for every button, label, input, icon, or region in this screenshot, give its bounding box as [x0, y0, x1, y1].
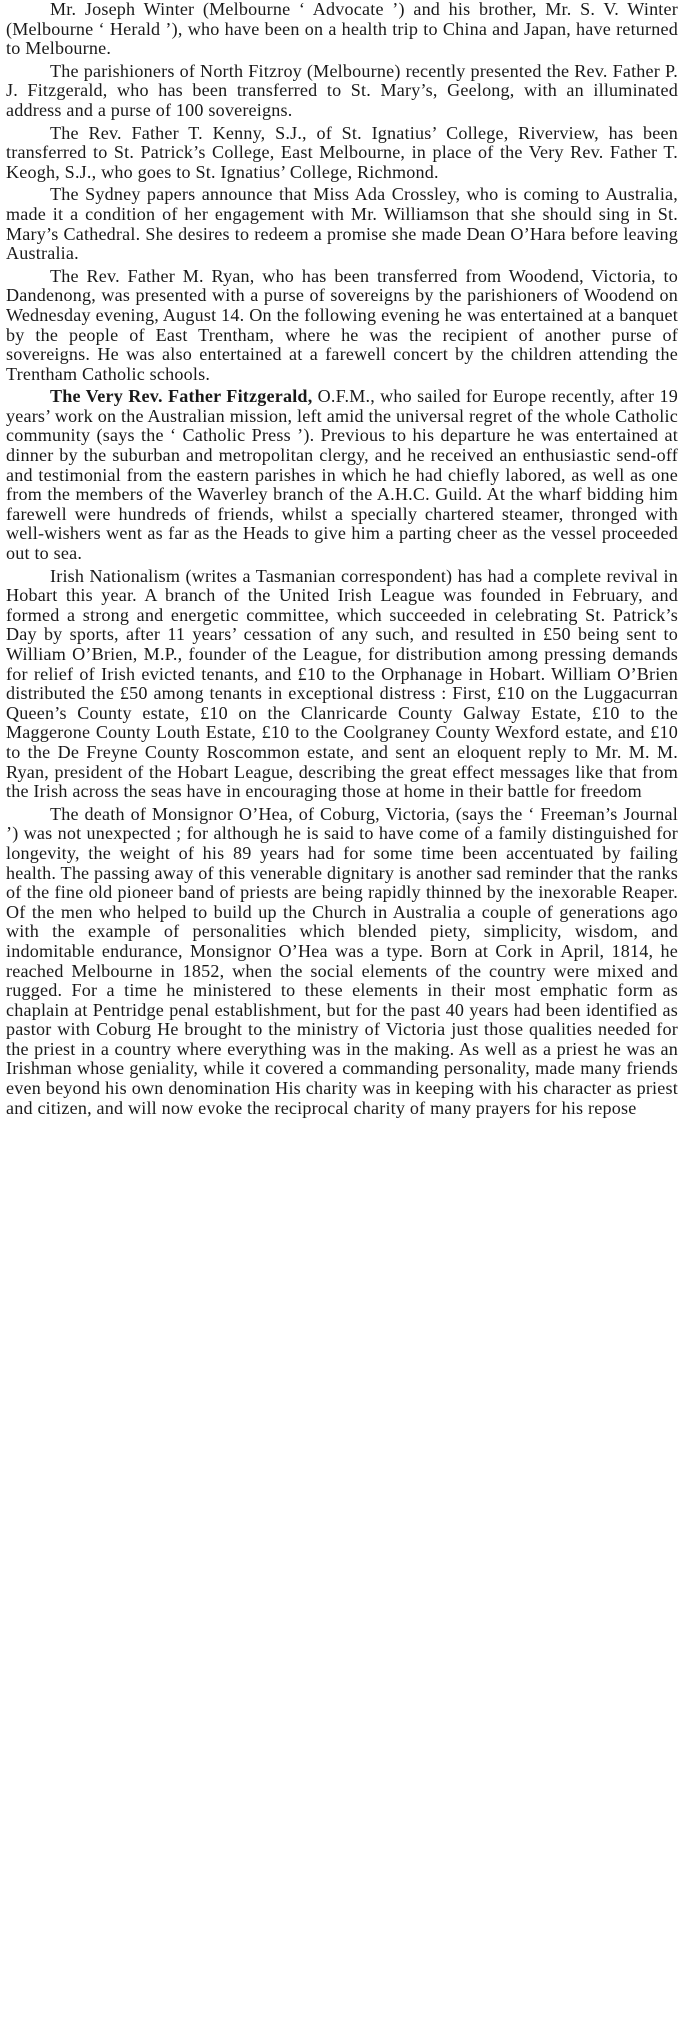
news-item-text: The death of Monsignor O’Hea, of Coburg, Victoria, (says the ‘ Freeman’s Journal ’) was not unexpected ; for although he is said to have come of a family distinguished for longevity, the weight of his 89 years had for some time been accentuated by failing health. The passing away of this venerable dignitary is another sad reminder that the ranks of the fine old pioneer band of priests are being rapidly thinned by the inexorable Reaper. Of the men who helped to build up the Church in Australia a couple of generations ago with the example of personalities which blended piety, simplicity, wisdom, and indomitable endurance, Monsignor O’Hea was a type. Born at Cork in April, 1814, he reached Melbourne in 1852, when the social elements of the country were mixed and rugged. For a time he ministered to these elements in their most emphatic form as chaplain at Pentridge penal establishment, but for the past 40 years had been identified as pastor with Coburg He brought to the ministry of Victoria just those qualities needed for the priest in a country where everything was in the making. As well as a priest he was an Irishman whose geniality, while it covered a commanding personality, made many friends even beyond his own denomination His charity was in keeping with his character as priest and citizen, and will now evoke the reciprocal charity of many prayers for his repose [6, 803, 678, 1118]
news-item-winter-brothers [6, 0, 678, 59]
news-item-text: The Rev. Father T. Kenny, S.J., of St. Ignatius’ College, Riverview, has been transferred to St. Patrick’s College, East Melbourne, in place of the Very Rev. Father T. Keogh, S.J., who goes to St. Ignatius’ College, Richmond. [6, 122, 678, 182]
news-item-father-fitzgerald [6, 387, 678, 563]
news-item-text: Irish Nationalism (writes a Tasmanian correspondent) has had a complete revival in Hobart this year. A branch of the United Irish League was founded in February, and formed a strong and energetic committee, which succeeded in celebrating St. Patrick’s Day by sports, after 11 years’ cessation of any such, and resulted in £50 being sent to William O’Brien, M.P., founder of the League, for distribution among pressing demands for relief of Irish evicted tenants, and £10 to the Orphanage in Hobart. William O’Brien distributed the £50 among tenants in exceptional distress : First, £10 on the Luggacurran Queen’s County estate, £10 on the Clanricarde County Galway Estate, £10 to the Maggerone County Louth Estate, £10 to the Coolgraney County Wexford estate, and £10 to the De Freyne County Roscommon estate, and sent an eloquent reply to Mr. M. M. Ryan, president of the Hobart League, describing the great effect messages like that from the Irish across the seas have in encouraging those at home in their battle for freedom [6, 565, 678, 802]
news-item-monsignor-ohea [6, 805, 678, 1119]
news-item-lead: The Very Rev. Father Fitzgerald, [50, 386, 313, 407]
news-item-text: The Rev. Father M. Ryan, who has been transferred from Woodend, Victoria, to Dandenong, was presented with a purse of sovereigns by the parishioners of Woodend on Wednesday evening, August 14. On the following evening he was entertained at a banquet by the people of East Trentham, where he was the recipient of another purse of sovereigns. He was also entertained at a farewell concert by the children attending the Trentham Catholic schools. [6, 265, 678, 384]
news-item-north-fitzroy [6, 62, 678, 121]
news-item-ada-crossley [6, 185, 678, 263]
news-item-text: The parishioners of North Fitzroy (Melbourne) recently presented the Rev. Father P. J. Fitzgerald, who has been transferred to St. Mary’s, Geelong, with an illuminated address and a purse of 100 sovereigns. [6, 60, 678, 120]
news-item-father-kenny [6, 124, 678, 183]
news-item-text: Mr. Joseph Winter (Melbourne ‘ Advocate ’) and his brother, Mr. S. V. Winter (Melbourne ‘ Herald ’), who have been on a health trip to China and Japan, have returned to Melbourne. [6, 0, 678, 59]
news-item-text: O.F.M., who sailed for Europe recently, after 19 years’ work on the Australian mission, left amid the universal regret of the whole Catholic community (says the ‘ Catholic Press ’). Previous to his departure he was entertained at dinner by the suburban and metropolitan clergy, and he received an enthusiastic send-off and testimonial from the eastern parishes in which he had chiefly labored, as well as one from the members of the Waverley branch of the A.H.C. Guild. At the wharf bidding him farewell were hundreds of friends, whilst a specially chartered steamer, thronged with well-wishers went as far as the Heads to give him a parting cheer as the vessel proceeded out to sea. [6, 386, 678, 564]
news-item-irish-nationalism [6, 567, 678, 802]
news-item-text: The Sydney papers announce that Miss Ada Crossley, who is coming to Australia, made it a condition of her engagement with Mr. Williamson that she should sing in St. Mary’s Cathedral. She desires to redeem a promise she made Dean O’Hara before leaving Australia. [6, 184, 678, 264]
news-item-father-ryan [6, 267, 678, 385]
